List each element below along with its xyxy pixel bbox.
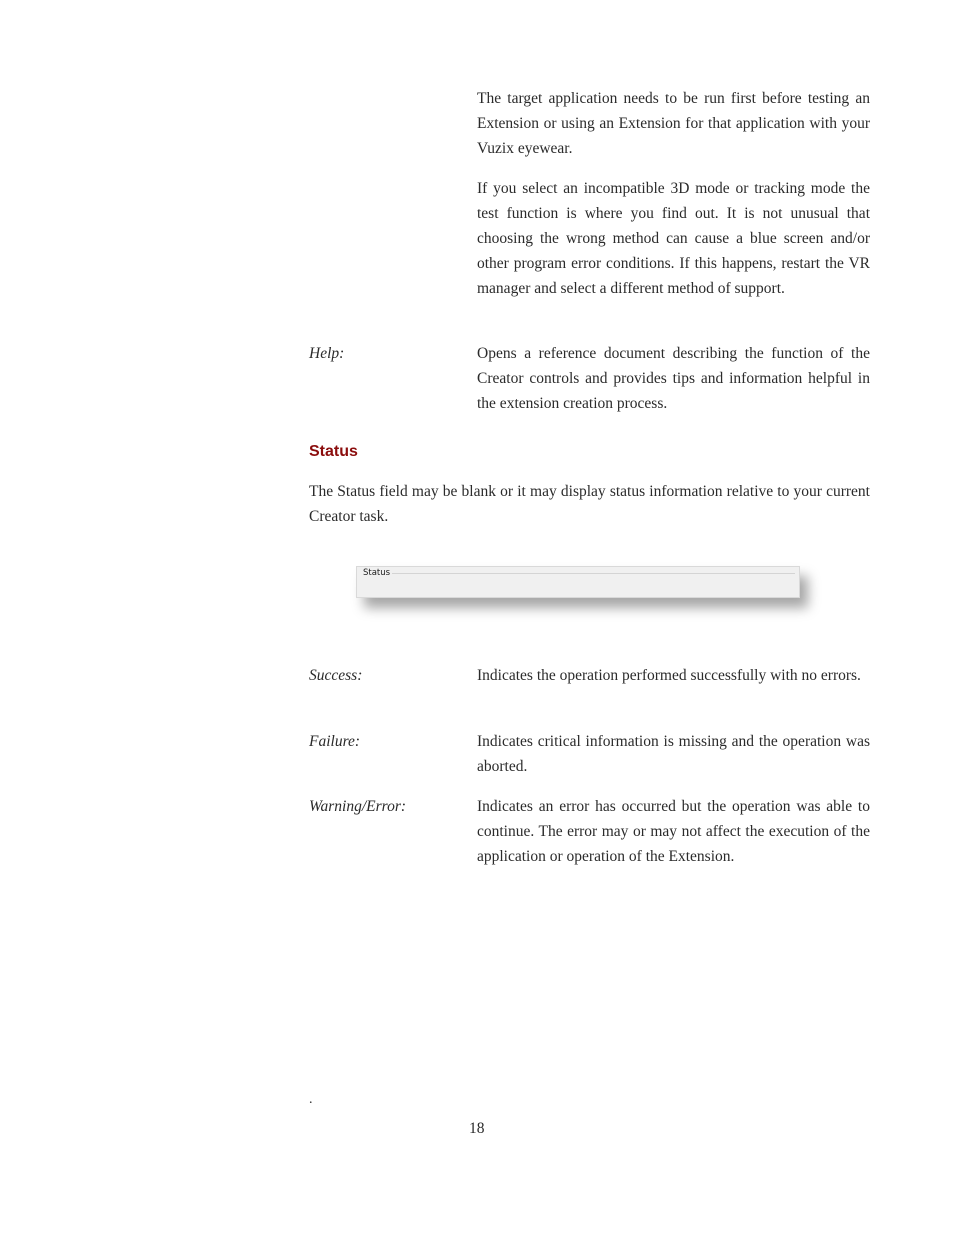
status-groupbox-label: Status (363, 568, 391, 578)
status-field-screenshot (356, 566, 800, 598)
success-description: Indicates the operation performed successfully with no errors. (477, 667, 861, 684)
warning-error-description: Indicates an error has occurred but the operation was able to continue. The error may or may not affect the execution of the application or operation of the Extension. (477, 798, 870, 865)
intro-paragraph-2: If you select an incompatible 3D mode or tracking mode the test function is where you find out. It is not unusual that choosing the wrong method can cause a blue screen and/or other program error conditions. If this happens, restart the VR manager and select a different method of support. (477, 180, 870, 297)
status-heading: Status (309, 443, 358, 460)
footer-dot: . (309, 1092, 313, 1107)
help-term: Help: (309, 345, 345, 362)
page-number: 18 (469, 1120, 485, 1137)
warning-error-term: Warning/Error: (309, 798, 407, 815)
failure-term: Failure: (309, 733, 361, 750)
intro-paragraph-1: The target application needs to be run first before testing an Extension or using an Extension for that application with your Vuzix eyewear. (477, 90, 870, 157)
status-body: The Status field may be blank or it may display status information relative to your current Creator task. (309, 483, 870, 525)
failure-description: Indicates critical information is missing and the operation was aborted. (477, 733, 870, 775)
help-description: Opens a reference document describing the function of the Creator controls and provides tips and information helpful in the extension creation process. (477, 345, 870, 412)
success-term: Success: (309, 667, 363, 684)
status-groupbox-border (361, 573, 795, 574)
